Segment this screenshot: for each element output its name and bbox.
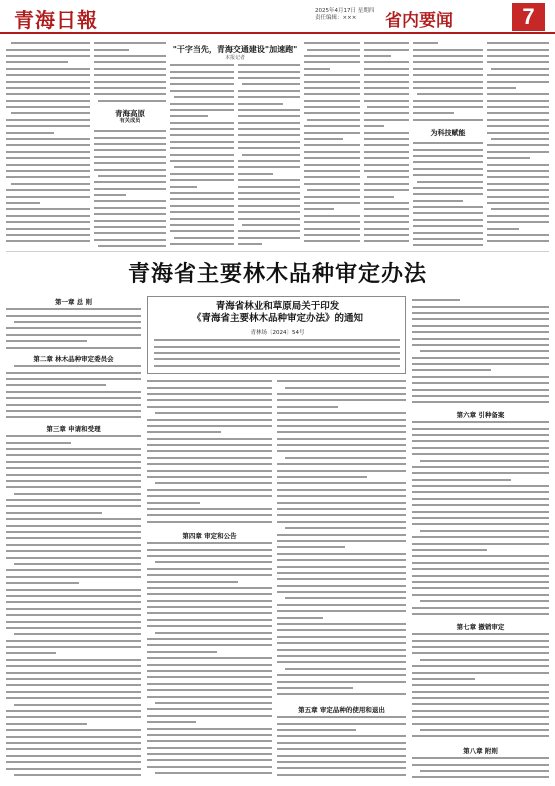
- story3-headline: 为科技赋能: [430, 129, 466, 137]
- chapter-heading: 第四章 审定和公告: [182, 532, 237, 540]
- notice-title-line1: 青海省林业和草原局关于印发: [215, 301, 340, 312]
- article-column: [170, 62, 234, 250]
- dateline: [315, 8, 374, 22]
- text-line: [487, 238, 549, 244]
- article-column: [6, 363, 141, 421]
- article-column: [412, 297, 549, 407]
- chapter-heading: 第五章 审定品种的使用和退出: [298, 706, 385, 714]
- notice-body: [154, 337, 400, 373]
- article-column: [364, 40, 409, 250]
- notice-box: [147, 296, 406, 374]
- text-line: [304, 238, 360, 244]
- text-line: [94, 98, 166, 104]
- masthead: [0, 0, 555, 34]
- article-column: [94, 40, 166, 106]
- article-column: [412, 755, 549, 783]
- text-line: [6, 772, 141, 778]
- text-line: [364, 238, 409, 244]
- text-line: [170, 241, 234, 247]
- section-divider: [6, 251, 549, 252]
- article-column: [304, 40, 360, 250]
- chapter-heading: 第七章 撤销审定: [456, 623, 505, 631]
- chapter-heading: 第二章 林木品种审定委员会: [33, 355, 114, 363]
- notice-title: [148, 301, 407, 325]
- text-line: [412, 774, 549, 780]
- article-column: [6, 40, 90, 250]
- text-line: [94, 243, 166, 249]
- notice-title-line2: 《青海省主要林木品种审定办法》的通知: [191, 313, 363, 324]
- text-line: [277, 772, 406, 778]
- chapter-heading: 第八章 附则: [463, 747, 498, 755]
- story2-headline: 青海高原: [115, 109, 145, 118]
- text-line: [147, 770, 272, 776]
- text-line: [6, 414, 141, 420]
- lead-byline: 本报记者: [224, 55, 245, 61]
- chapter-heading: 第三章 申请和受理: [46, 425, 101, 433]
- chapter-heading: 第一章 总 则: [54, 298, 93, 306]
- text-line: [147, 519, 272, 525]
- article-column: [94, 128, 166, 250]
- notice-document-number: 青林场〔2024〕54号: [250, 330, 305, 336]
- article-column: [412, 419, 549, 619]
- text-line: [412, 733, 549, 739]
- date-text: 2025年4月17日 星期四: [315, 8, 375, 14]
- article-column: [413, 140, 483, 250]
- text-line: [412, 611, 549, 617]
- text-line: [154, 363, 400, 369]
- text-line: [238, 241, 300, 247]
- article-column: [277, 378, 406, 702]
- text-line: [413, 117, 483, 123]
- main-article-title: 青海省主要林木品种审定办法: [127, 262, 427, 287]
- editor-text: 责任编辑：×××: [315, 15, 357, 21]
- text-line: [413, 242, 483, 248]
- section-title: 省内要闻: [385, 11, 453, 31]
- article-column: [238, 62, 300, 250]
- lead-headline: "干字当先，青海交通建设"加速跑": [172, 45, 298, 54]
- text-line: [6, 344, 141, 350]
- page-number-badge: 7: [512, 3, 545, 31]
- chapter-heading: 第六章 引种备案: [456, 411, 505, 419]
- article-column: [277, 714, 406, 783]
- article-column: [487, 40, 549, 250]
- text-line: [412, 399, 549, 405]
- article-column: [412, 631, 549, 743]
- text-line: [277, 691, 406, 697]
- article-column: [147, 540, 272, 783]
- article-column: [6, 306, 141, 352]
- newspaper-logo: 青海日報: [14, 8, 98, 32]
- story2-subhead: 有关成员: [119, 118, 141, 124]
- article-column: [147, 378, 272, 528]
- text-line: [6, 238, 90, 244]
- article-column: [6, 433, 141, 783]
- article-column: [413, 40, 483, 124]
